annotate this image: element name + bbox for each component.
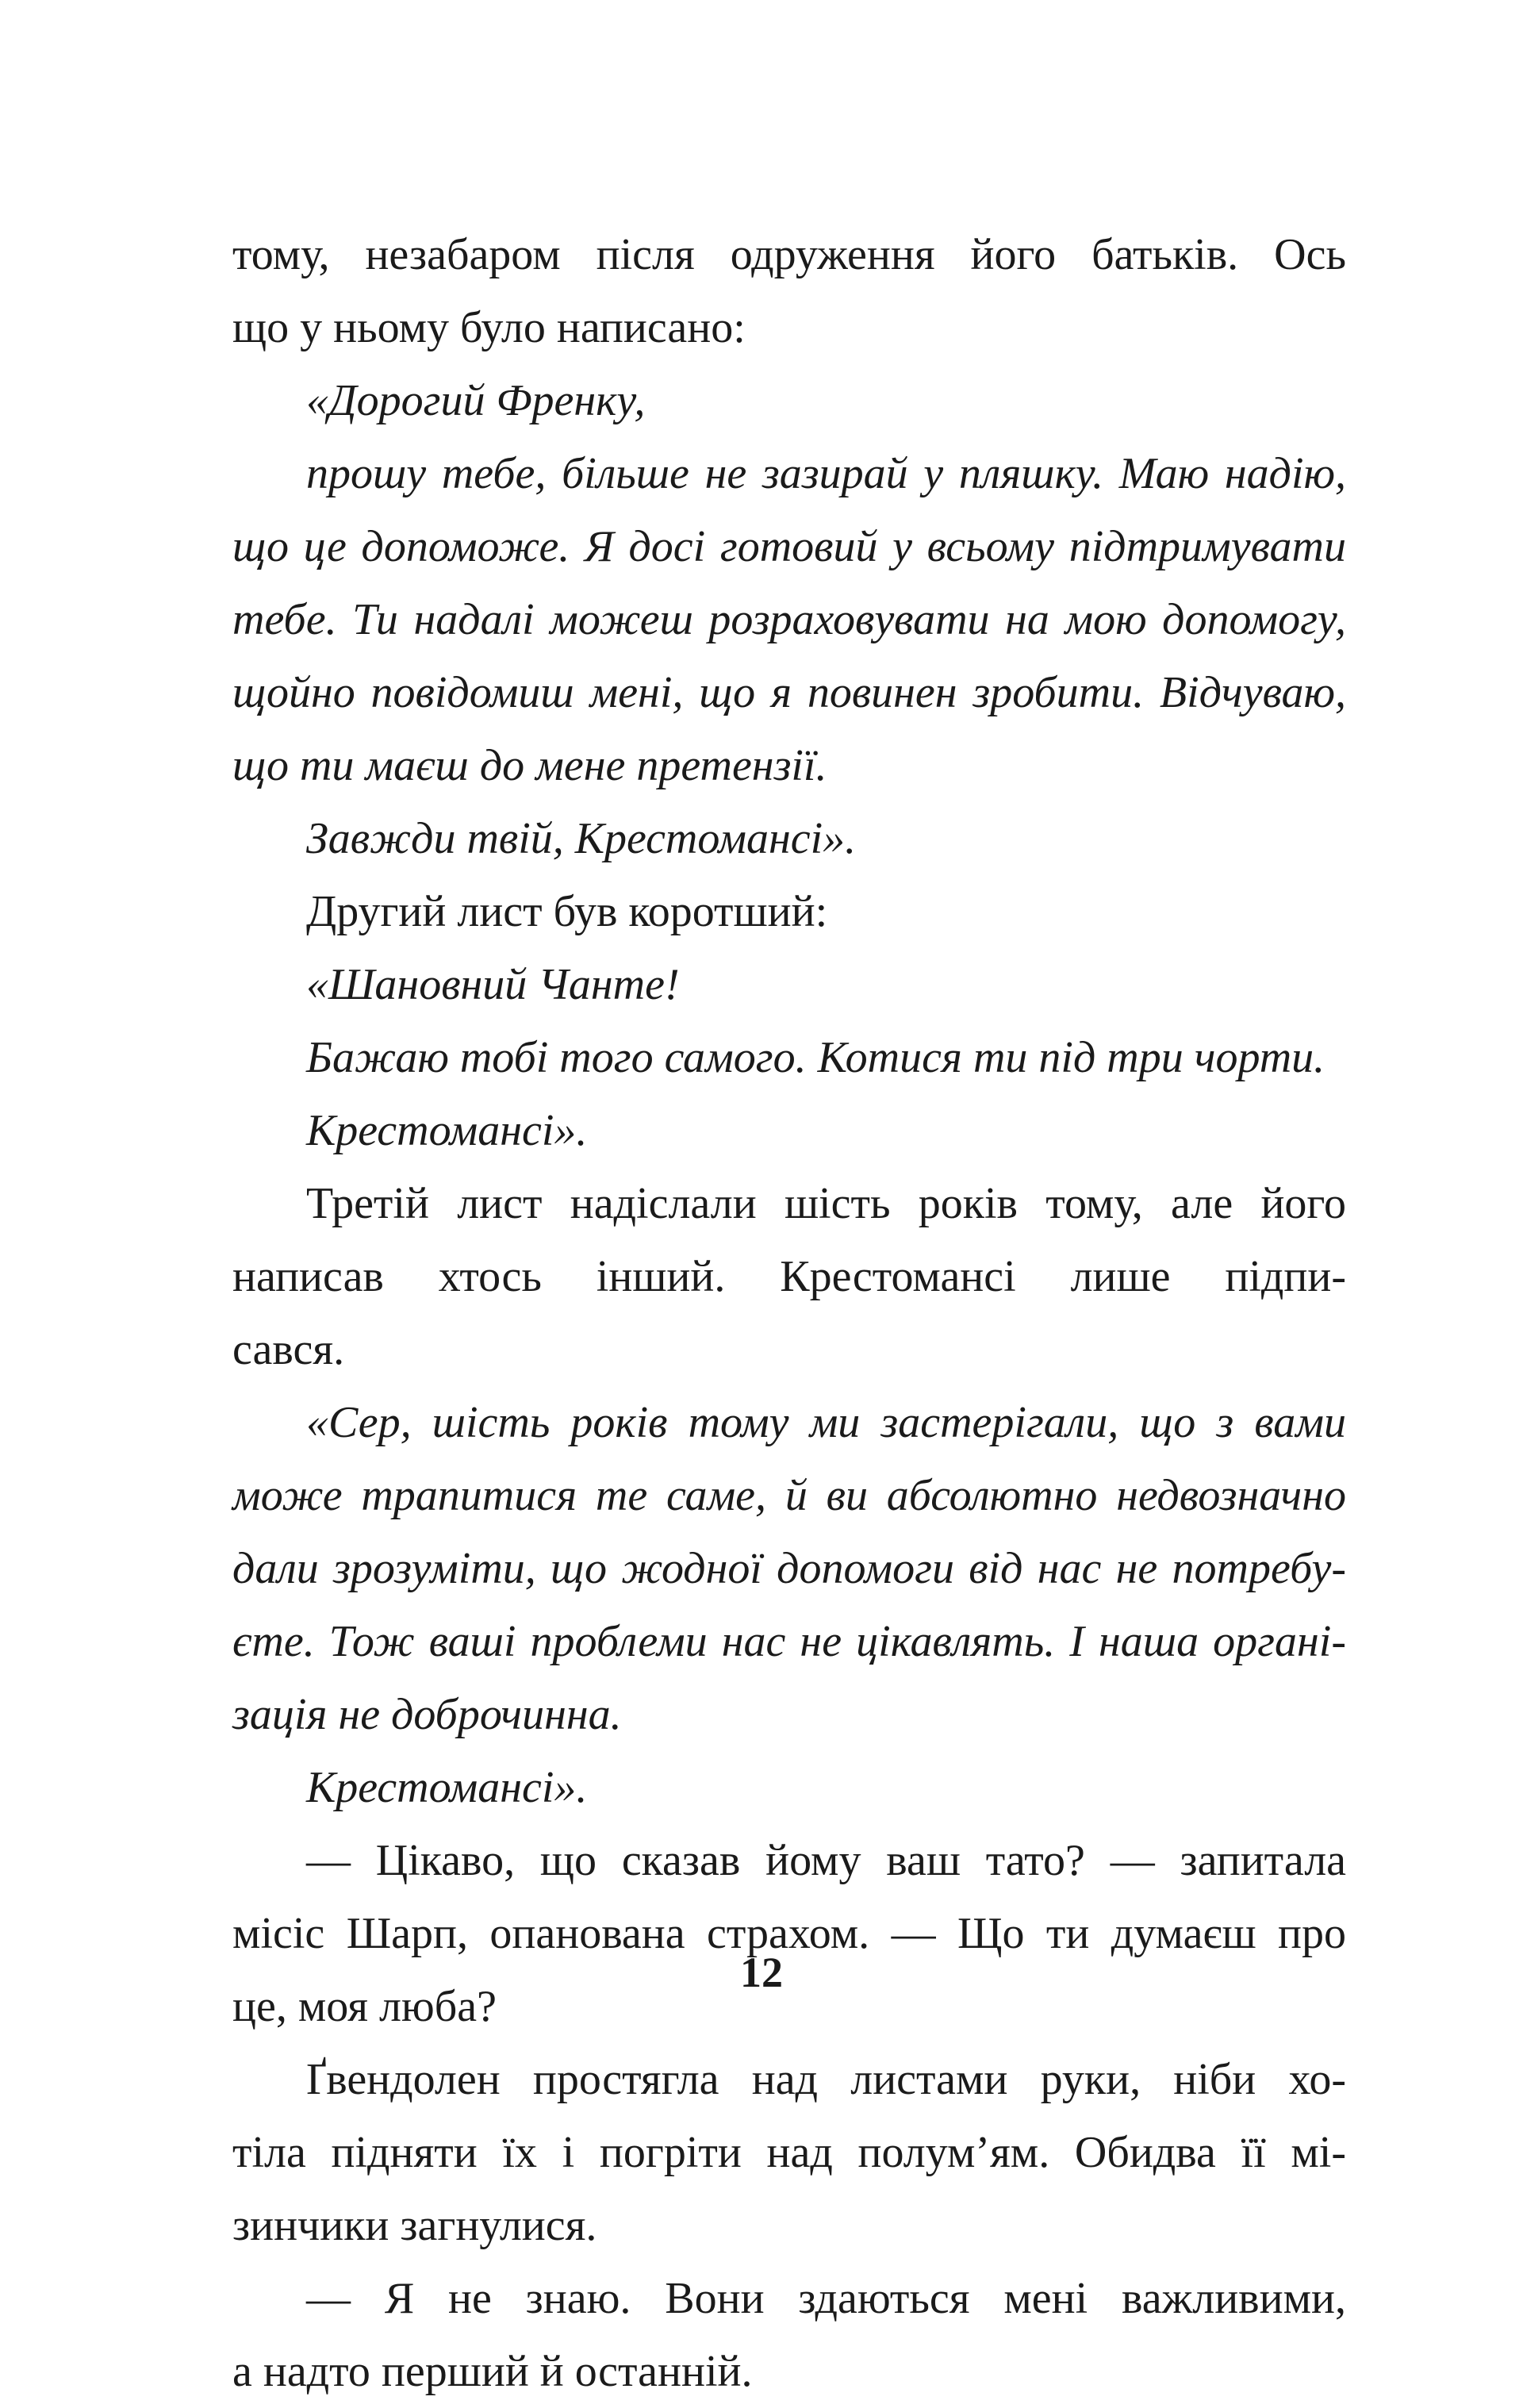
- text-line: тіла підняти їх і погріти над полум’ям. Обидва її мі-: [232, 2128, 1346, 2177]
- text-line: це, моя люба?: [232, 1982, 497, 2031]
- quoted-letter-line: може трапитися те саме, й ви абсолютно недвозначно: [232, 1471, 1346, 1520]
- quoted-letter-line: що це допоможе. Я досі готовий у всьому підтримувати: [232, 522, 1346, 571]
- quoted-letter-line: прошу тебе, більше не зазирай у пляшку. Маю надію,: [306, 449, 1346, 498]
- text-line: сався.: [232, 1325, 345, 1374]
- quoted-letter-line: тебе. Ти надалі можеш розраховувати на мою допомогу,: [232, 595, 1346, 644]
- page-number: 12: [740, 1949, 783, 1996]
- text-line: місіс Шарп, опанована страхом. — Що ти думаєш про: [232, 1909, 1346, 1958]
- page-body-text: [232, 218, 1346, 2408]
- text-line: тому, незабаром після одруження його батьків. Ось: [232, 230, 1346, 279]
- quoted-letter-line: Бажаю тобі того самого. Котися ти під три чорти.: [306, 1033, 1325, 1082]
- text-line: — Я не знаю. Вони здаються мені важливими,: [306, 2274, 1346, 2323]
- quoted-letter-line: зація не доброчинна.: [232, 1690, 622, 1739]
- quoted-letter-line: що ти маєш до мене претензії.: [232, 741, 827, 790]
- text-line: зинчики загнулися.: [232, 2201, 597, 2250]
- text-line: а надто перший й останній.: [232, 2347, 753, 2396]
- quoted-letter-line: Крестомансі».: [306, 1763, 588, 1812]
- quoted-letter-line: Завжди твій, Крестомансі».: [306, 814, 857, 863]
- quoted-letter-line: єте. Тож ваші проблеми нас не цікавлять. І наша органі-: [232, 1617, 1346, 1666]
- quoted-letter-line: «Дорогий Френку,: [306, 376, 646, 425]
- quoted-letter-line: щойно повідомиш мені, що я повинен зробити. Відчуваю,: [232, 668, 1346, 717]
- text-line: Третій лист надіслали шість років тому, але його: [306, 1179, 1346, 1228]
- quoted-letter-line: «Сер, шість років тому ми застерігали, що з вами: [306, 1398, 1346, 1447]
- quoted-letter-line: Крестомансі».: [306, 1106, 588, 1155]
- text-line: Другий лист був коротший:: [306, 887, 828, 936]
- text-line: Ґвендолен простягла над листами руки, ніби хо-: [306, 2055, 1346, 2104]
- quoted-letter-line: дали зрозуміти, що жодної допомоги від нас не потребу-: [232, 1544, 1346, 1593]
- text-line: — Цікаво, що сказав йому ваш тато? — запитала: [306, 1836, 1346, 1885]
- text-line: написав хтось інший. Крестомансі лише підпи-: [232, 1252, 1346, 1301]
- quoted-letter-line: «Шановний Чанте!: [306, 960, 680, 1009]
- text-line: що у ньому було написано:: [232, 303, 746, 352]
